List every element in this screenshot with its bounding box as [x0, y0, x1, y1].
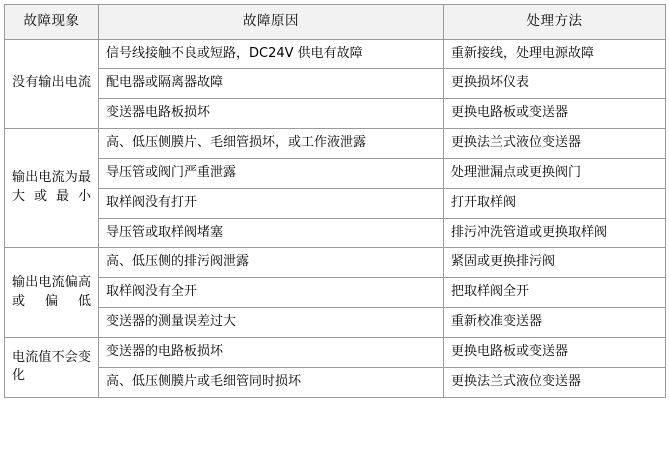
cause-cell: 配电器或隔离器故障 — [99, 69, 444, 99]
table-row — [5, 158, 666, 188]
cause-cell: 导压管或取样阀堵塞 — [99, 218, 444, 248]
table-row — [5, 338, 666, 368]
table-row — [5, 188, 666, 218]
cause-cell: 变送器电路板损坏 — [99, 99, 444, 129]
method-cell: 更换电路板或变送器 — [444, 338, 666, 368]
table-row — [5, 308, 666, 338]
phenomenon-cell: 输出电流偏高或偏低 — [5, 248, 99, 338]
fault-diagnosis-table — [4, 4, 666, 398]
method-cell: 把取样阀全开 — [444, 278, 666, 308]
column-header-phenomenon: 故障现象 — [5, 5, 99, 40]
method-cell: 处理泄漏点或更换阀门 — [444, 158, 666, 188]
table-row — [5, 248, 666, 278]
column-header-cause: 故障原因 — [99, 5, 444, 40]
cause-cell: 信号线接触不良或短路，DC24V 供电有故障 — [99, 39, 444, 69]
table-body — [5, 39, 666, 397]
cause-cell: 导压管或阀门严重泄露 — [99, 158, 444, 188]
method-cell: 更换法兰式液位变送器 — [444, 129, 666, 159]
method-cell: 更换电路板或变送器 — [444, 99, 666, 129]
table-row — [5, 39, 666, 69]
cause-cell: 高、低压侧的排污阀泄露 — [99, 248, 444, 278]
method-cell: 排污冲洗管道或更换取样阀 — [444, 218, 666, 248]
table-header-row — [5, 5, 666, 40]
method-cell: 重新接线，处理电源故障 — [444, 39, 666, 69]
column-header-method: 处理方法 — [444, 5, 666, 40]
cause-cell: 取样阀没有全开 — [99, 278, 444, 308]
phenomenon-cell: 电流值不会变化 — [5, 338, 99, 398]
table-row — [5, 69, 666, 99]
table-row — [5, 218, 666, 248]
phenomenon-cell: 没有输出电流 — [5, 39, 99, 129]
method-cell: 重新校准变送器 — [444, 308, 666, 338]
cause-cell: 取样阀没有打开 — [99, 188, 444, 218]
table-header — [5, 5, 666, 40]
cause-cell: 变送器的电路板损坏 — [99, 338, 444, 368]
method-cell: 紧固或更换排污阀 — [444, 248, 666, 278]
cause-cell: 高、低压侧膜片或毛细管同时损坏 — [99, 367, 444, 397]
phenomenon-cell: 输出电流为最大或最小 — [5, 129, 99, 248]
method-cell: 更换法兰式液位变送器 — [444, 367, 666, 397]
cause-cell: 变送器的测量误差过大 — [99, 308, 444, 338]
table-row — [5, 367, 666, 397]
method-cell: 更换损坏仪表 — [444, 69, 666, 99]
method-cell: 打开取样阀 — [444, 188, 666, 218]
cause-cell: 高、低压侧膜片、毛细管损坏，或工作液泄露 — [99, 129, 444, 159]
table-row — [5, 99, 666, 129]
table-row — [5, 278, 666, 308]
table-row — [5, 129, 666, 159]
